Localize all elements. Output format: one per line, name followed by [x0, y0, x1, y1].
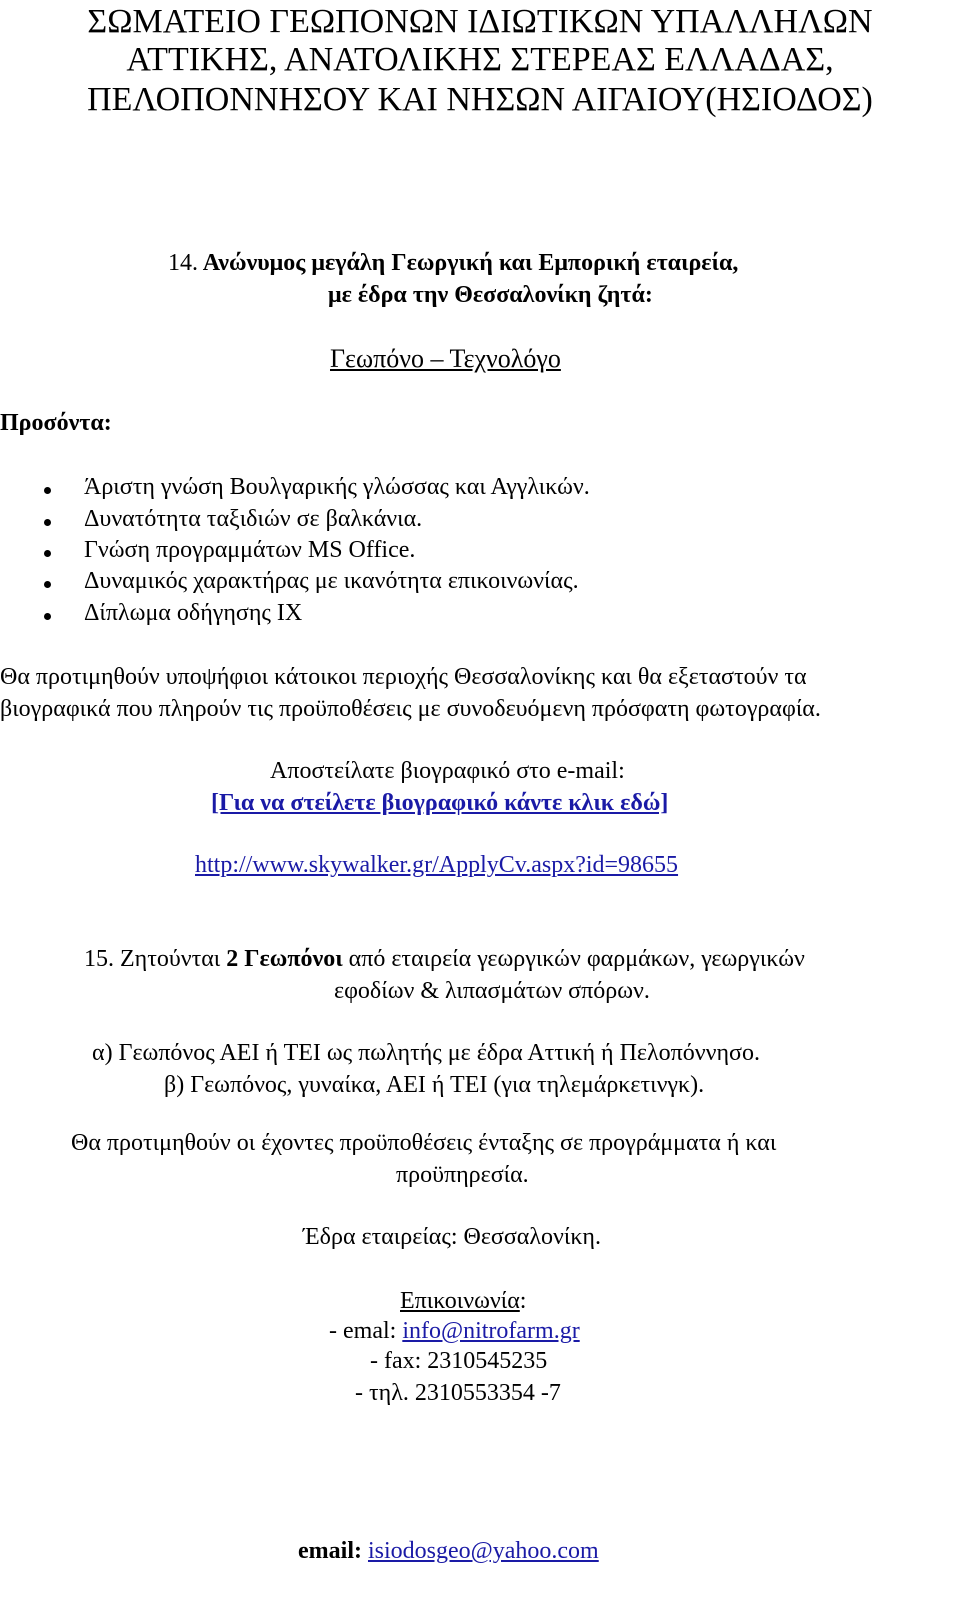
ad14-title-line-2: με έδρα την Θεσσαλονίκη ζητά: — [328, 282, 653, 308]
ad14-position: Γεωπόνο – Τεχνολόγο — [330, 344, 561, 373]
contact-label — [400, 1286, 526, 1316]
qualification-item: Δυνατότητα ταξιδιών σε βαλκάνια. — [84, 506, 423, 532]
bullet-icon — [44, 613, 51, 620]
bullet-icon — [44, 487, 51, 494]
footer-email-label: email: — [298, 1538, 368, 1564]
bullet-icon — [44, 519, 51, 526]
ad15-count: 2 Γεωπόνοι — [226, 946, 343, 972]
contact-colon: : — [519, 1288, 527, 1314]
ad15-option-b: β) Γεωπόνος, γυναίκα, ΑΕΙ ή ΤΕΙ (για τηλεμάρκετινγκ). — [164, 1072, 705, 1098]
company-seat: Έδρα εταιρείας: Θεσσαλονίκη. — [303, 1224, 601, 1250]
ad15-option-a: α) Γεωπόνος ΑΕΙ ή ΤΕΙ ως πωλητής με έδρα Αττική ή Πελοπόννησο. — [92, 1040, 760, 1066]
ad14-title-text: Ανώνυμος μεγάλη Γεωργική και Εμπορική εταιρεία, — [202, 250, 739, 276]
send-cv-text: Αποστείλατε βιογραφικό στο e-mail: — [270, 758, 625, 784]
ad15-suffix: από εταιρεία γεωργικών φαρμάκων, γεωργικών — [342, 946, 805, 972]
header-line-2: ΑΤΤΙΚΗΣ, ΑΝΑΤΟΛΙΚΗΣ ΣΤΕΡΕΑΣ ΕΛΛΑΔΑΣ, — [126, 41, 834, 78]
qualification-item: Δυναμικός χαρακτήρας με ικανότητα επικοινωνίας. — [84, 568, 579, 594]
contact-email-prefix: - emal: — [329, 1318, 403, 1344]
cv-url-link[interactable]: http://www.skywalker.gr/ApplyCv.aspx?id=98655 — [195, 852, 679, 878]
footer-email-link[interactable]: isiodosgeo@yahoo.com — [367, 1538, 599, 1564]
ad15-line-1 — [84, 944, 805, 974]
contact-phone: - τηλ. 2310553354 -7 — [355, 1380, 561, 1406]
contact-email-link[interactable]: info@nitrofarm.gr — [402, 1318, 580, 1344]
contact-label-text: Επικοινωνία — [400, 1288, 520, 1314]
contact-email-line — [329, 1316, 580, 1346]
ad14-preference-line-2: βιογραφικά που πληρούν τις προϋποθέσεις με συνοδευόμενη πρόσφατη φωτογραφία. — [0, 696, 821, 722]
contact-fax: - fax: 2310545235 — [370, 1348, 548, 1374]
ad14-preference-line-1: Θα προτιμηθούν υποψήφιοι κάτοικοι περιοχής Θεσσαλονίκης και θα εξεταστούν τα — [0, 664, 807, 690]
qualification-item: Άριστη γνώση Βουλγαρικής γλώσσας και Αγγλικών. — [84, 474, 590, 500]
bullet-icon — [44, 550, 51, 557]
ad15-preference-line-2: προϋπηρεσία. — [396, 1162, 529, 1188]
header-line-3: ΠΕΛΟΠΟΝΝΗΣΟΥ ΚΑΙ ΝΗΣΩΝ ΑΙΓΑΙΟΥ(ΗΣΙΟΔΟΣ) — [87, 81, 873, 118]
ad15-preference-line-1: Θα προτιμηθούν οι έχοντες προϋποθέσεις ένταξης σε προγράμματα ή και — [71, 1130, 777, 1156]
qualification-item: Δίπλωμα οδήγησης ΙΧ — [84, 600, 303, 626]
ad14-title-line-1 — [168, 248, 738, 278]
ad14-number: 14. — [168, 250, 198, 276]
footer-email-line — [298, 1536, 599, 1566]
qualifications-label: Προσόντα: — [0, 410, 112, 436]
qualification-item: Γνώση προγραμμάτων MS Office. — [84, 537, 416, 563]
ad15-prefix: 15. Ζητούνται — [84, 946, 227, 972]
bullet-icon — [44, 581, 51, 588]
ad15-line-2: εφοδίων & λιπασμάτων σπόρων. — [334, 978, 650, 1004]
cv-apply-link[interactable]: [Για να στείλετε βιογραφικό κάντε κλικ εδώ] — [211, 790, 669, 816]
header-line-1: ΣΩΜΑΤΕΙΟ ΓΕΩΠΟΝΩΝ ΙΔΙΩΤΙΚΩΝ ΥΠΑΛΛΗΛΩΝ — [87, 3, 873, 40]
